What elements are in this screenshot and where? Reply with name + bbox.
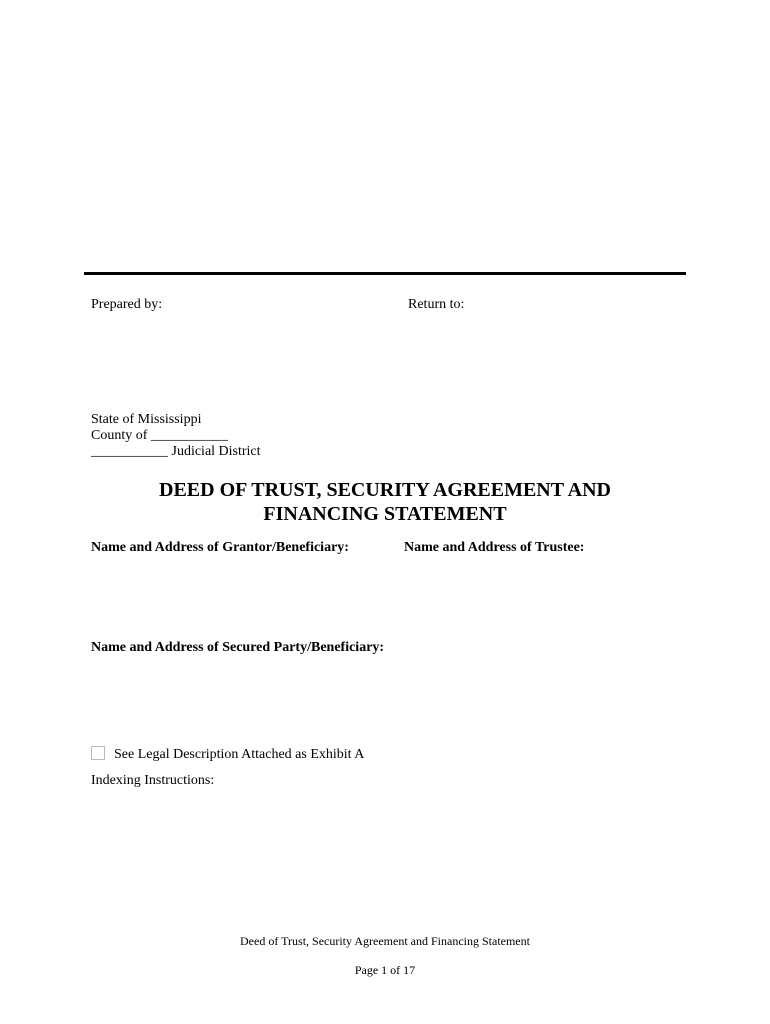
- header-divider: [84, 272, 686, 275]
- trustee-label: Name and Address of Trustee:: [404, 540, 585, 555]
- indexing-instructions-label: Indexing Instructions:: [91, 773, 215, 788]
- exhibit-a-checkbox[interactable]: [91, 746, 105, 760]
- footer-document-name: Deed of Trust, Security Agreement and Financing Statement: [240, 934, 530, 948]
- grantor-label: Name and Address of Grantor/Beneficiary:: [91, 540, 349, 555]
- secured-party-label: Name and Address of Secured Party/Beneficiary:: [91, 640, 385, 655]
- state-line: State of Mississippi: [91, 412, 202, 427]
- document-title-line-1: DEED OF TRUST, SECURITY AGREEMENT AND: [159, 479, 611, 501]
- page-number: Page 1 of 17: [354, 963, 416, 977]
- judicial-district-line: ___________ Judicial District: [91, 444, 261, 459]
- return-to-label: Return to:: [408, 297, 465, 312]
- document-title-line-2: FINANCING STATEMENT: [263, 503, 507, 525]
- county-line: County of ___________: [91, 428, 228, 443]
- prepared-by-label: Prepared by:: [91, 297, 163, 312]
- exhibit-a-checkbox-label: See Legal Description Attached as Exhibit A: [114, 747, 365, 762]
